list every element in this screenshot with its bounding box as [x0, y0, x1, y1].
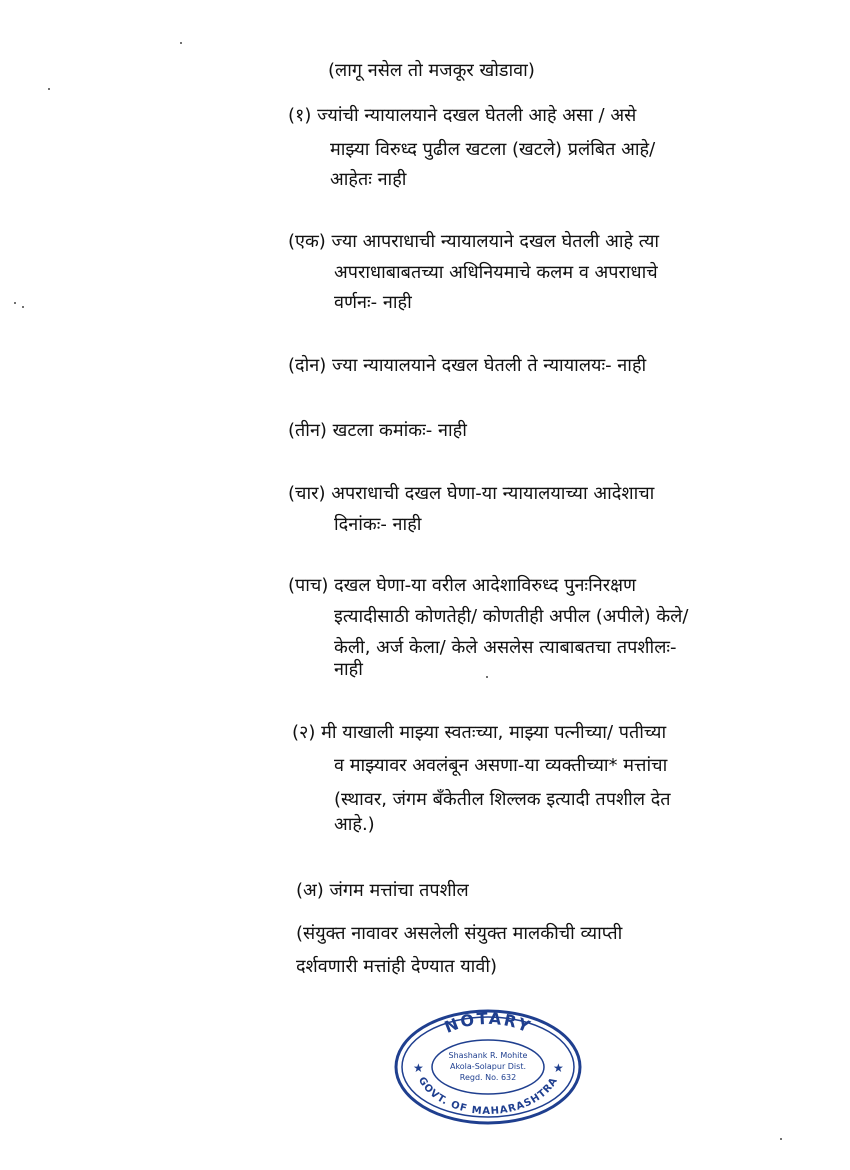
- item-a-heading: (अ) जंगम मत्तांचा तपशील: [296, 880, 469, 901]
- section1-line2: माझ्या विरुध्द पुढील खटला (खटले) प्रलंबित आहे/: [330, 139, 656, 160]
- scan-speck: [48, 88, 50, 90]
- section1-line1: (१) ज्यांची न्यायालयाने दखल घेतली आहे असा / असे: [288, 105, 637, 126]
- scan-speck: [22, 306, 24, 308]
- seal-bottom-text: GOVT. OF MAHARASHTRA: [415, 1075, 561, 1118]
- scan-speck: [780, 1138, 782, 1140]
- item-char-line2: दिनांकः- नाही: [334, 514, 422, 535]
- section2-line1: (२) मी याखाली माझ्या स्वतःच्या, माझ्या पत्नीच्या/ पतीच्या: [292, 722, 667, 743]
- item-pach-line2: इत्यादीसाठी कोणतेही/ कोणतीही अपील (अपीले) केले/: [334, 606, 689, 627]
- item-teen-line1: (तीन) खटला कमांकः- नाही: [288, 420, 467, 441]
- section2-line4: आहे.): [334, 814, 375, 835]
- star-icon: ★: [413, 1061, 424, 1075]
- notary-seal: [393, 1008, 583, 1126]
- item-a-line3: दर्शवणारी मत्तांही देण्यात यावी): [296, 956, 498, 977]
- seal-reg: Regd. No. 632: [459, 1073, 517, 1082]
- section2-line3: (स्थावर, जंगम बँकेतील शिल्लक इत्यादी तपशील देत: [334, 789, 671, 810]
- item-ek-line1: (एक) ज्या आपराधाची न्यायालयाने दखल घेतली आहे त्या: [288, 231, 660, 252]
- item-don-line1: (दोन) ज्या न्यायालयाने दखल घेतली ते न्यायालयः- नाही: [288, 355, 647, 376]
- scan-speck: [180, 42, 182, 44]
- seal-place: Akola-Solapur Dist.: [449, 1062, 527, 1071]
- scan-speck: [14, 302, 16, 304]
- item-ek-line2: अपराधाबाबतच्या अधिनियमाचे कलम व अपराधाचे: [334, 262, 658, 283]
- seal-top-text: NOTARY: [441, 1008, 535, 1037]
- section1-line3: आहेतः नाही: [330, 169, 407, 190]
- item-a-line2: (संयुक्त नावावर असलेली संयुक्त मालकीची व्याप्ती: [296, 923, 623, 944]
- header-note: (लागू नसेल तो मजकूर खोडावा): [328, 60, 535, 81]
- item-ek-line3: वर्णनः- नाही: [334, 292, 412, 313]
- item-pach-line3: केली, अर्ज केला/ केले असलेस त्याबाबतचा तपशीलः-: [334, 637, 677, 658]
- section2-line2: व माझ्यावर अवलंबून असणा-या व्यक्तीच्या* मत्तांचा: [334, 755, 668, 776]
- seal-name: Shashank R. Mohite: [448, 1051, 528, 1060]
- item-char-line1: (चार) अपराधाची दखल घेणा-या न्यायालयाच्या आदेशाचा: [288, 483, 655, 504]
- item-pach-line1: (पाच) दखल घेणा-या वरील आदेशाविरुध्द पुनःनिरक्षण: [288, 575, 637, 596]
- star-icon: ★: [553, 1061, 564, 1075]
- scan-speck: [486, 676, 488, 678]
- item-pach-line4: नाही: [334, 659, 363, 680]
